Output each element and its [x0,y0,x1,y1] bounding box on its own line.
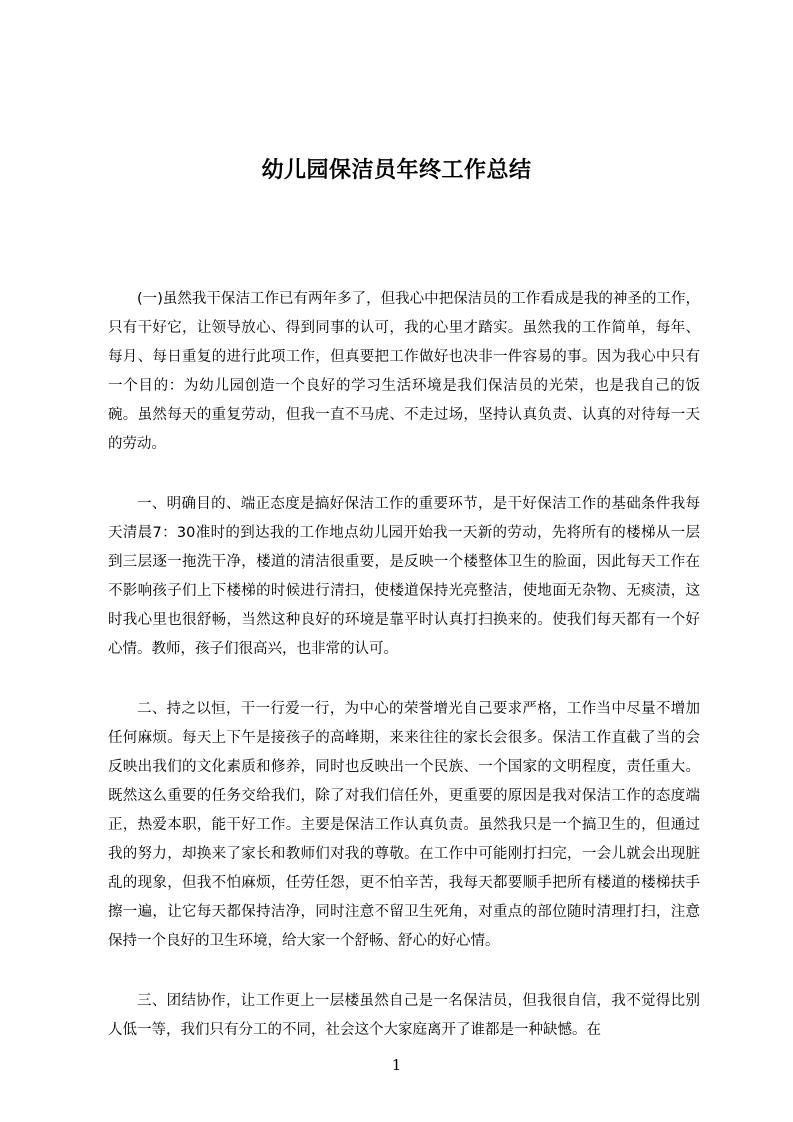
page-number: 1 [391,1056,402,1074]
paragraph-intro: (一)虽然我干保洁工作已有两年多了，但我心中把保洁员的工作看成是我的神圣的工作，只有干好它，让领导放心、得到同事的认可，我的心里才踏实。虽然我的工作简单，每年、每月、每日重复的进行此项工作，但真要把工作做好也决非一件容易的事。因为我心中只有一个目的：为幼儿园创造一个良好的学习生活环境是我们保洁员的光荣，也是我自己的饭碗。虽然每天的重复劳动，但我一直不马虎、不走过场，坚持认真负责、认真的对待每一天的劳动。 [108,291,700,452]
paragraph-section-two: 二、持之以恒，干一行爱一行，为中心的荣誉增光自己要求严格，工作当中尽量不增加任何麻烦。每天上下午是接孩子的高峰期，来来往往的家长会很多。保洁工作直截了当的会反映出我们的文化素质和修养，同时也反映出一个民族、一个国家的文明程度，责任重大。既然这么重要的任务交给我们，除了对我们信任外，更重要的原因是我对保洁工作的态度端正，热爱本职，能干好工作。主要是保洁工作认真负责。虽然我只是一个搞卫生的，但通过我的努力，却换来了家长和教师们对我的尊敬。在工作中可能刚打扫完，一会儿就会出现脏乱的现象，但我不怕麻烦，任劳任怨，更不怕辛苦，我每天都要顺手把所有楼道的楼梯扶手擦一遍，让它每天都保持洁净，同时注意不留卫生死角，对重点的部位随时清理打扫，注意保持一个良好的卫生环境，给大家一个舒畅、舒心的好心情。 [108,701,700,949]
document-title: 幼儿园保洁员年终工作总结 [261,157,532,183]
paragraph-section-one: 一、明确目的、端正态度是搞好保洁工作的重要环节，是干好保洁工作的基础条件我每天清晨7：30准时的到达我的工作地点幼儿园开始我一天新的劳动，先将所有的楼梯从一层到三层逐一拖洗干净，楼道的清洁很重要，是反映一个楼整体卫生的脸面，因此每天工作在不影响孩子们上下楼梯的时候进行清扫，使楼道保持光亮整洁，使地面无杂物、无痰渍，这时我心里也很舒畅，当然这种良好的环境是靠平时认真打扫换来的。使我们每天都有一个好心情。教师，孩子们很高兴，也非常的认可。 [108,496,700,657]
paragraph-section-three: 三、团结协作，让工作更上一层楼虽然自己是一名保洁员，但我很自信，我不觉得比别人低一等，我们只有分工的不同，社会这个大家庭离开了谁都是一种缺憾。在 [108,993,700,1038]
document-body [108,285,700,1076]
